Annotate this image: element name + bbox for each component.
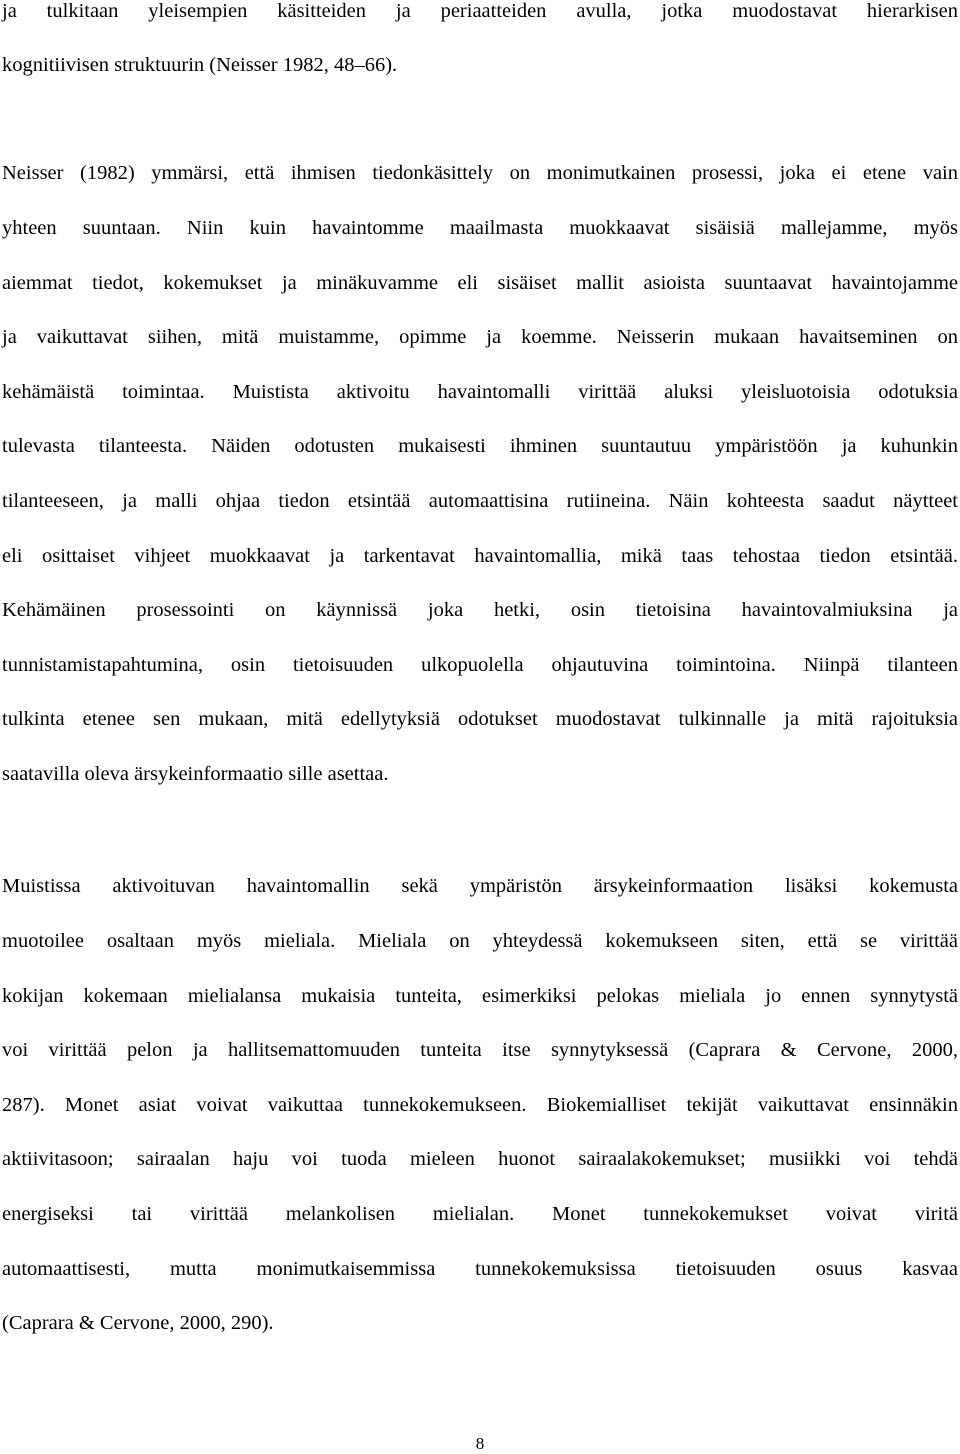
text-line: yhteen suuntaan. Niin kuin havaintomme maailmasta muokkaavat sisäisiä mallejamme, myös [2, 217, 958, 239]
text-line: automaattisesti, mutta monimutkaisemmissa tunnekokemuksissa tietoisuuden osuus kasvaa [2, 1258, 958, 1280]
text-line: aiemmat tiedot, kokemukset ja minäkuvamme eli sisäiset mallit asioista suuntaavat havaintojamme [2, 272, 958, 294]
text-line: (Caprara & Cervone, 2000, 290). [2, 1312, 274, 1334]
text-line: eli osittaiset vihjeet muokkaavat ja tarkentavat havaintomallia, mikä taas tehostaa tiedon etsintää. [2, 545, 958, 567]
text-line: kehämäistä toimintaa. Muistista aktivoitu havaintomalli virittää aluksi yleisluotoisia odotuksia [2, 381, 958, 403]
text-line: tulevasta tilanteesta. Näiden odotusten mukaisesti ihminen suuntautuu ympäristöön ja kuhunkin [2, 435, 958, 457]
text-line: Neisser (1982) ymmärsi, että ihmisen tiedonkäsittely on monimutkainen prosessi, joka ei etene vain [2, 162, 958, 184]
text-line: kokijan kokemaan mielialansa mukaisia tunteita, esimerkiksi pelokas mieliala jo ennen synnytystä [2, 985, 958, 1007]
text-line: Muistissa aktivoituvan havaintomallin sekä ympäristön ärsykeinformaation lisäksi kokemusta [2, 875, 958, 897]
text-line: muotoilee osaltaan myös mieliala. Mieliala on yhteydessä kokemukseen siten, että se virittää [2, 930, 958, 952]
page-number: 8 [475, 1434, 485, 1453]
text-line: energiseksi tai virittää melankolisen mielialan. Monet tunnekokemukset voivat viritä [2, 1203, 958, 1225]
text-line: tilanteeseen, ja malli ohjaa tiedon etsintää automaattisina rutiineina. Näin kohteesta saadut näytteet [2, 490, 958, 512]
text-line: tunnistamistapahtumina, osin tietoisuuden ulkopuolella ohjautuvina toimintoina. Niinpä tilanteen [2, 654, 958, 676]
text-line: 287). Monet asiat voivat vaikuttaa tunnekokemukseen. Biokemialliset tekijät vaikuttavat ensinnäkin [2, 1094, 958, 1116]
text-line: ja vaikuttavat siihen, mitä muistamme, opimme ja koemme. Neisserin mukaan havaitseminen on [2, 326, 958, 348]
text-line: Kehämäinen prosessointi on käynnissä joka hetki, osin tietoisina havaintovalmiuksina ja [2, 599, 958, 621]
text-line: kognitiivisen struktuurin (Neisser 1982, 48–66). [2, 54, 398, 76]
text-line: voi virittää pelon ja hallitsemattomuuden tunteita itse synnytyksessä (Caprara & Cervone, 2000, [2, 1039, 958, 1061]
text-line: tulkinta etenee sen mukaan, mitä edellytyksiä odotukset muodostavat tulkinnalle ja mitä rajoituksia [2, 708, 958, 730]
text-line: saatavilla oleva ärsykeinformaatio sille asettaa. [2, 763, 389, 785]
text-line: aktiivitasoon; sairaalan haju voi tuoda mieleen huonot sairaalakokemukset; musiikki voi tehdä [2, 1148, 958, 1170]
text-line: ja tulkitaan yleisempien käsitteiden ja periaatteiden avulla, jotka muodostavat hierarkisen [2, 0, 958, 22]
